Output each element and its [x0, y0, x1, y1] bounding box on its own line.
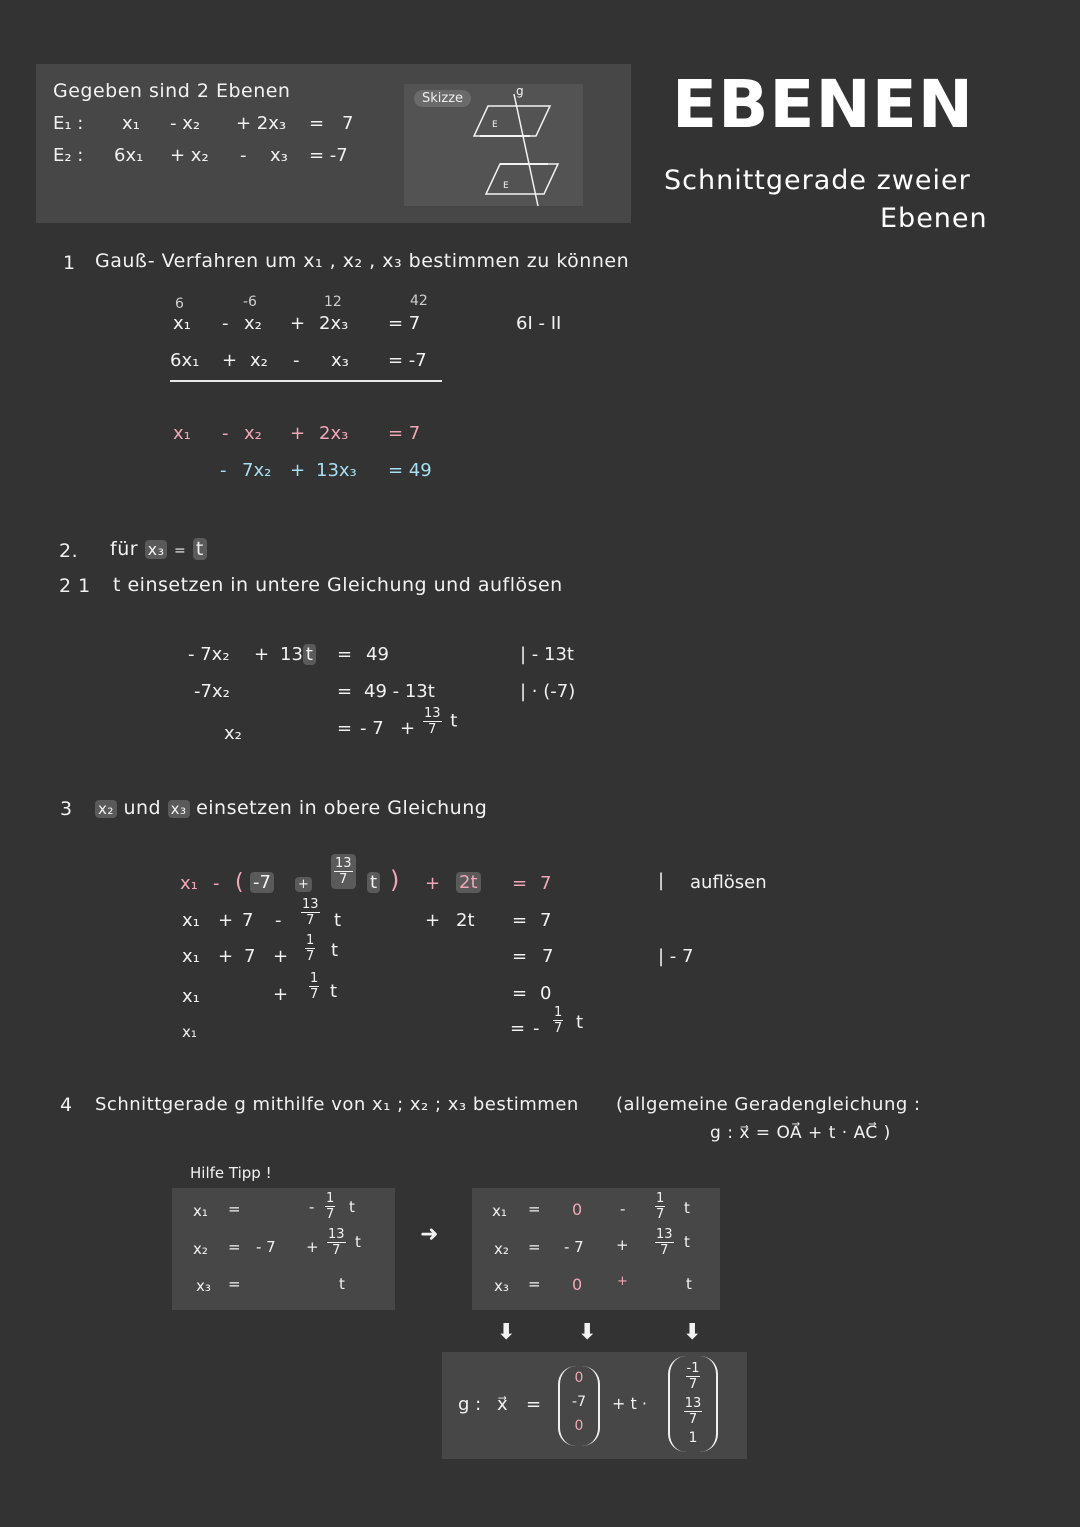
given-e1-t5: 7: [342, 113, 354, 134]
step2-l3-d: +: [400, 718, 416, 739]
step2-number: 2.: [59, 540, 79, 562]
given-e1-label: E₁ :: [53, 113, 84, 134]
step3-r2-den: 7: [306, 913, 315, 928]
step1-r1-c: x₂: [244, 313, 262, 334]
tip-r2-t: t: [355, 1233, 361, 1251]
step2-l3-frac: [420, 707, 457, 736]
step2-for-label: [110, 538, 207, 560]
step2-l1-e: 49: [366, 644, 389, 665]
step2-l3-den: 7: [428, 722, 437, 737]
step1-r1-b: -: [222, 313, 229, 334]
step2-l2-op: | · (-7): [520, 681, 576, 702]
step3-r2-plus: +: [218, 910, 234, 931]
exp-r3-const: 0: [572, 1275, 583, 1294]
step3-r5-num: 1: [554, 1005, 563, 1020]
tip-r2-num: 13: [328, 1227, 345, 1242]
step3-r1-close: ): [390, 866, 400, 894]
step3-r2-2t: 2t: [456, 910, 475, 931]
sketch-plane-lower: [486, 164, 558, 194]
vec-a-1: 0: [574, 1370, 584, 1386]
step3-r5-frac: [550, 1006, 566, 1035]
exp-r2-frac: [652, 1228, 677, 1257]
step3-r1-x1: x₁: [180, 873, 198, 894]
tip-r1-t: t: [349, 1198, 355, 1216]
step1-res2-a: -: [220, 460, 227, 481]
sketch-plane-e-label-lower: E: [503, 181, 509, 191]
step3-r1-t-val: t: [367, 872, 380, 893]
arrow-right-icon: ➜: [420, 1222, 439, 1247]
exp-r1-sign: -: [620, 1200, 626, 1218]
step3-heading-line: [95, 797, 487, 819]
given-e2-t4: x₃: [270, 145, 288, 166]
step3-r5-minus: -: [533, 1018, 540, 1039]
step1-mult-2: -6: [243, 294, 257, 310]
step4-general-2: g : x⃗ = OA⃗ + t · AC⃗ ): [710, 1123, 891, 1143]
step2-l3-b: =: [337, 718, 353, 739]
step2-l3-c: - 7: [360, 718, 384, 739]
result-label: g :: [458, 1394, 482, 1415]
step3-r2-eq: =: [512, 910, 528, 931]
step1-res1-a: x₁: [173, 423, 191, 444]
step3-r4-plus: +: [273, 984, 289, 1005]
tip-r2-sign: +: [306, 1238, 319, 1256]
tip-r3-eq: =: [228, 1275, 241, 1293]
sketch-planes-diagram: [470, 84, 570, 208]
result-x: x⃗: [497, 1394, 508, 1415]
step2-l1-coef: 13: [280, 644, 303, 665]
given-e2-t5: = -7: [309, 145, 348, 166]
step3-r3-num: 1: [306, 933, 315, 948]
step4-heading: Schnittgerade g mithilfe von x₁ ; x₂ ; x₃ bestimmen: [95, 1094, 579, 1115]
step3-r3-rhs: 7: [542, 946, 554, 967]
tip-r2-frac: [324, 1228, 349, 1257]
step3-r3-x1: x₁: [182, 946, 200, 967]
step3-und: und: [123, 797, 162, 819]
step3-r5-den: 7: [554, 1021, 563, 1036]
step3-r4-t: t: [330, 981, 338, 1002]
arrow-down-icon-3: ⬇: [683, 1320, 702, 1345]
exp-r2-sign: +: [616, 1236, 629, 1254]
step3-r2-7: 7: [242, 910, 254, 931]
exp-r2-var: x₂: [494, 1240, 509, 1258]
step3-r1-plus: [295, 872, 312, 893]
sketch-plane-upper: [474, 106, 550, 136]
step3-r4-x1: x₁: [182, 986, 200, 1007]
exp-r1-num: 1: [656, 1191, 665, 1206]
step3-number: 3: [60, 798, 73, 820]
step1-r1-e: 2x₃: [319, 313, 349, 334]
step2-l1-a: - 7x₂: [188, 644, 230, 665]
exp-r3-eq: =: [528, 1275, 541, 1293]
exp-r2-den: 7: [660, 1243, 669, 1258]
tip-r1-frac: [322, 1192, 338, 1221]
step3-r1-open: (: [235, 870, 244, 895]
exp-r1-t: t: [684, 1199, 690, 1217]
step1-r2-e: x₃: [331, 350, 349, 371]
step3-r1-note: auflösen: [690, 872, 767, 893]
step1-r2-d: -: [293, 350, 300, 371]
step1-r2-f: = -7: [388, 350, 427, 371]
step3-r1-plus-val: +: [295, 877, 312, 892]
step2-l1-op: | - 13t: [520, 644, 574, 665]
result-plus-t: + t ·: [612, 1394, 647, 1413]
arrow-down-icon-1: ⬇: [497, 1320, 516, 1345]
given-e2-t2: + x₂: [170, 145, 209, 166]
step1-res2-e: = 49: [388, 460, 432, 481]
result-vector-a: [558, 1366, 600, 1446]
step3-r4-den: 7: [310, 987, 319, 1002]
exp-r1-frac: [652, 1192, 668, 1221]
result-eq: =: [526, 1394, 542, 1415]
step4-tip-label: Hilfe Tipp !: [190, 1164, 272, 1182]
given-e2-t3: -: [240, 145, 247, 166]
step1-mult-3: 12: [324, 294, 342, 310]
page-subtitle-line1: Schnittgerade zweier: [664, 165, 971, 196]
step1-res1-f: = 7: [388, 423, 421, 444]
vec-b-bot: 1: [688, 1430, 698, 1446]
vec-b-top-den: 7: [688, 1377, 698, 1392]
step2-l2-c: 49 - 13t: [364, 681, 435, 702]
step1-res1-e: 2x₃: [319, 423, 349, 444]
step3-r1-2t-val: 2t: [456, 872, 481, 893]
sketch-plane-e-label-upper: E: [492, 120, 498, 130]
step2-l1-d: =: [337, 644, 353, 665]
step1-heading: Gauß- Verfahren um x₁ , x₂ , x₃ bestimmen zu können: [95, 250, 630, 272]
exp-r1-den: 7: [656, 1207, 665, 1222]
step1-r2-c: x₂: [250, 350, 268, 371]
step1-mult-1: 6: [175, 296, 184, 312]
exp-r3-sign: +: [617, 1274, 628, 1289]
step2-l1-c: [280, 644, 316, 665]
step3-r3-plus: +: [218, 946, 234, 967]
step3-r4-rhs: 0: [540, 983, 552, 1004]
exp-r1-var: x₁: [492, 1202, 507, 1220]
step3-r1-minus: -: [213, 873, 220, 894]
tip-r1-sign: -: [309, 1198, 315, 1216]
step3-r5-eq: =: [510, 1018, 526, 1039]
step3-r1-rhs: 7: [540, 873, 552, 894]
vec-a-3: 0: [574, 1418, 584, 1434]
step1-res1-c: x₂: [244, 423, 262, 444]
given-e1-t3: + 2x₃: [236, 113, 287, 134]
step3-r2-plus2: +: [425, 910, 441, 931]
step2-eq: =: [174, 543, 187, 559]
step3-r1-t: [367, 872, 380, 893]
exp-r3-var: x₃: [494, 1277, 509, 1295]
step1-res2-c: +: [290, 460, 306, 481]
step2-sub-number: 2 1: [59, 575, 91, 597]
step1-divider: [170, 380, 442, 382]
step2-l2-b: =: [337, 681, 353, 702]
step1-mult-4: 42: [410, 293, 428, 309]
step1-res1-d: +: [290, 423, 306, 444]
tip-r1-var: x₁: [193, 1202, 208, 1220]
vec-b-mid-den: 7: [688, 1412, 698, 1427]
step3-r3-t: t: [331, 940, 339, 961]
result-vector-b: [668, 1356, 718, 1452]
exp-r1-eq: =: [528, 1200, 541, 1218]
tip-r1-num: 1: [326, 1191, 335, 1206]
step3-heading: einsetzen in obere Gleichung: [196, 797, 488, 819]
step2-for-word: für: [110, 538, 139, 560]
tip-r2-const: - 7: [256, 1238, 276, 1256]
step1-r2-a: 6x₁: [170, 350, 200, 371]
step3-r1-bar: |: [658, 870, 665, 891]
expanded-box: [472, 1188, 720, 1310]
step1-r1-d: +: [290, 313, 306, 334]
step1-res2-b: 7x₂: [242, 460, 272, 481]
exp-r1-const: 0: [572, 1200, 583, 1219]
given-e1-t2: - x₂: [170, 113, 201, 134]
step1-number: 1: [63, 252, 76, 274]
given-intro: Gegeben sind 2 Ebenen: [53, 80, 291, 102]
exp-r2-const: - 7: [564, 1238, 584, 1256]
step3-r1-frac: [328, 854, 359, 889]
step3-r1-neg7-val: -7: [250, 872, 274, 893]
exp-r3-t: t: [686, 1275, 692, 1293]
step3-r3-plus2: +: [273, 946, 289, 967]
step4-general-1: (allgemeine Geradengleichung :: [616, 1094, 921, 1115]
given-e2-t1: 6x₁: [114, 145, 144, 166]
step2-l3-t: t: [450, 710, 458, 732]
step3-r2-x1: x₁: [182, 910, 200, 931]
step3-r3-op: | - 7: [658, 946, 694, 967]
step4-number: 4: [60, 1094, 73, 1116]
step3-r1-plus2: +: [425, 873, 441, 894]
step3-r5-t: t: [576, 1012, 584, 1033]
step3-r1-eq: =: [512, 873, 528, 894]
tip-r1-eq: =: [228, 1200, 241, 1218]
step3-x3: x₃: [168, 800, 190, 818]
step3-x2: x₂: [95, 800, 117, 818]
step3-r2-rhs: 7: [540, 910, 552, 931]
step2-t: t: [193, 538, 207, 560]
step3-r3-frac: [302, 934, 318, 963]
step3-r2-minus: -: [275, 910, 282, 931]
step3-r1-den: 7: [339, 872, 348, 887]
tip-r3-var: x₃: [196, 1277, 211, 1295]
step3-r5-x1: x₁: [182, 1023, 197, 1041]
step3-r1-num: 13: [335, 856, 352, 871]
tip-r1-den: 7: [326, 1207, 335, 1222]
step2-x3: x₃: [145, 540, 168, 559]
step2-l1-b: +: [254, 644, 270, 665]
given-e1-t1: x₁: [122, 113, 140, 134]
step3-r4-num: 1: [310, 971, 319, 986]
step1-res2-d: 13x₃: [316, 460, 357, 481]
step3-r3-den: 7: [306, 949, 315, 964]
step1-operation: 6I - II: [516, 313, 562, 334]
step3-r2-frac: [298, 898, 323, 927]
vec-a-2: -7: [572, 1394, 586, 1410]
sketch-label: Skizze: [414, 90, 471, 107]
tip-r2-var: x₂: [193, 1240, 208, 1258]
step3-r1-2t: [456, 872, 481, 893]
step3-r4-frac: [306, 972, 322, 1001]
step1-r2-b: +: [222, 350, 238, 371]
sketch-line-g-label: g: [516, 84, 524, 98]
step1-res1-b: -: [222, 423, 229, 444]
arrow-down-icon-2: ⬇: [578, 1320, 597, 1345]
exp-r2-t: t: [684, 1233, 690, 1251]
step2-heading: t einsetzen in untere Gleichung und auflösen: [113, 574, 563, 596]
step3-r2-num: 13: [302, 897, 319, 912]
step2-l3-a: x₂: [224, 723, 242, 744]
tip-r2-eq: =: [228, 1238, 241, 1256]
step3-r4-eq: =: [512, 983, 528, 1004]
tip-r3-t: t: [339, 1275, 345, 1293]
step3-r1-neg7: [250, 872, 274, 893]
step3-r3-7: 7: [244, 946, 256, 967]
step3-r2-t: t: [334, 910, 342, 931]
step1-r1-f: = 7: [388, 313, 421, 334]
step2-l2-a: -7x₂: [194, 681, 230, 702]
step2-l3-num: 13: [424, 706, 441, 721]
tip-r2-den: 7: [332, 1243, 341, 1258]
vec-b-top-num: -1: [686, 1361, 700, 1376]
step3-r3-eq: =: [512, 946, 528, 967]
given-e2-label: E₂ :: [53, 145, 84, 166]
page-title: EBENEN: [672, 66, 975, 143]
exp-r2-num: 13: [656, 1227, 673, 1242]
given-e1-t4: =: [309, 113, 325, 134]
step1-r1-a: x₁: [173, 313, 191, 334]
page-subtitle-line2: Ebenen: [880, 203, 988, 234]
exp-r2-eq: =: [528, 1238, 541, 1256]
sketch-line-g: [514, 94, 538, 206]
step2-l1-t: t: [303, 644, 316, 665]
vec-b-mid-num: 13: [684, 1396, 702, 1411]
